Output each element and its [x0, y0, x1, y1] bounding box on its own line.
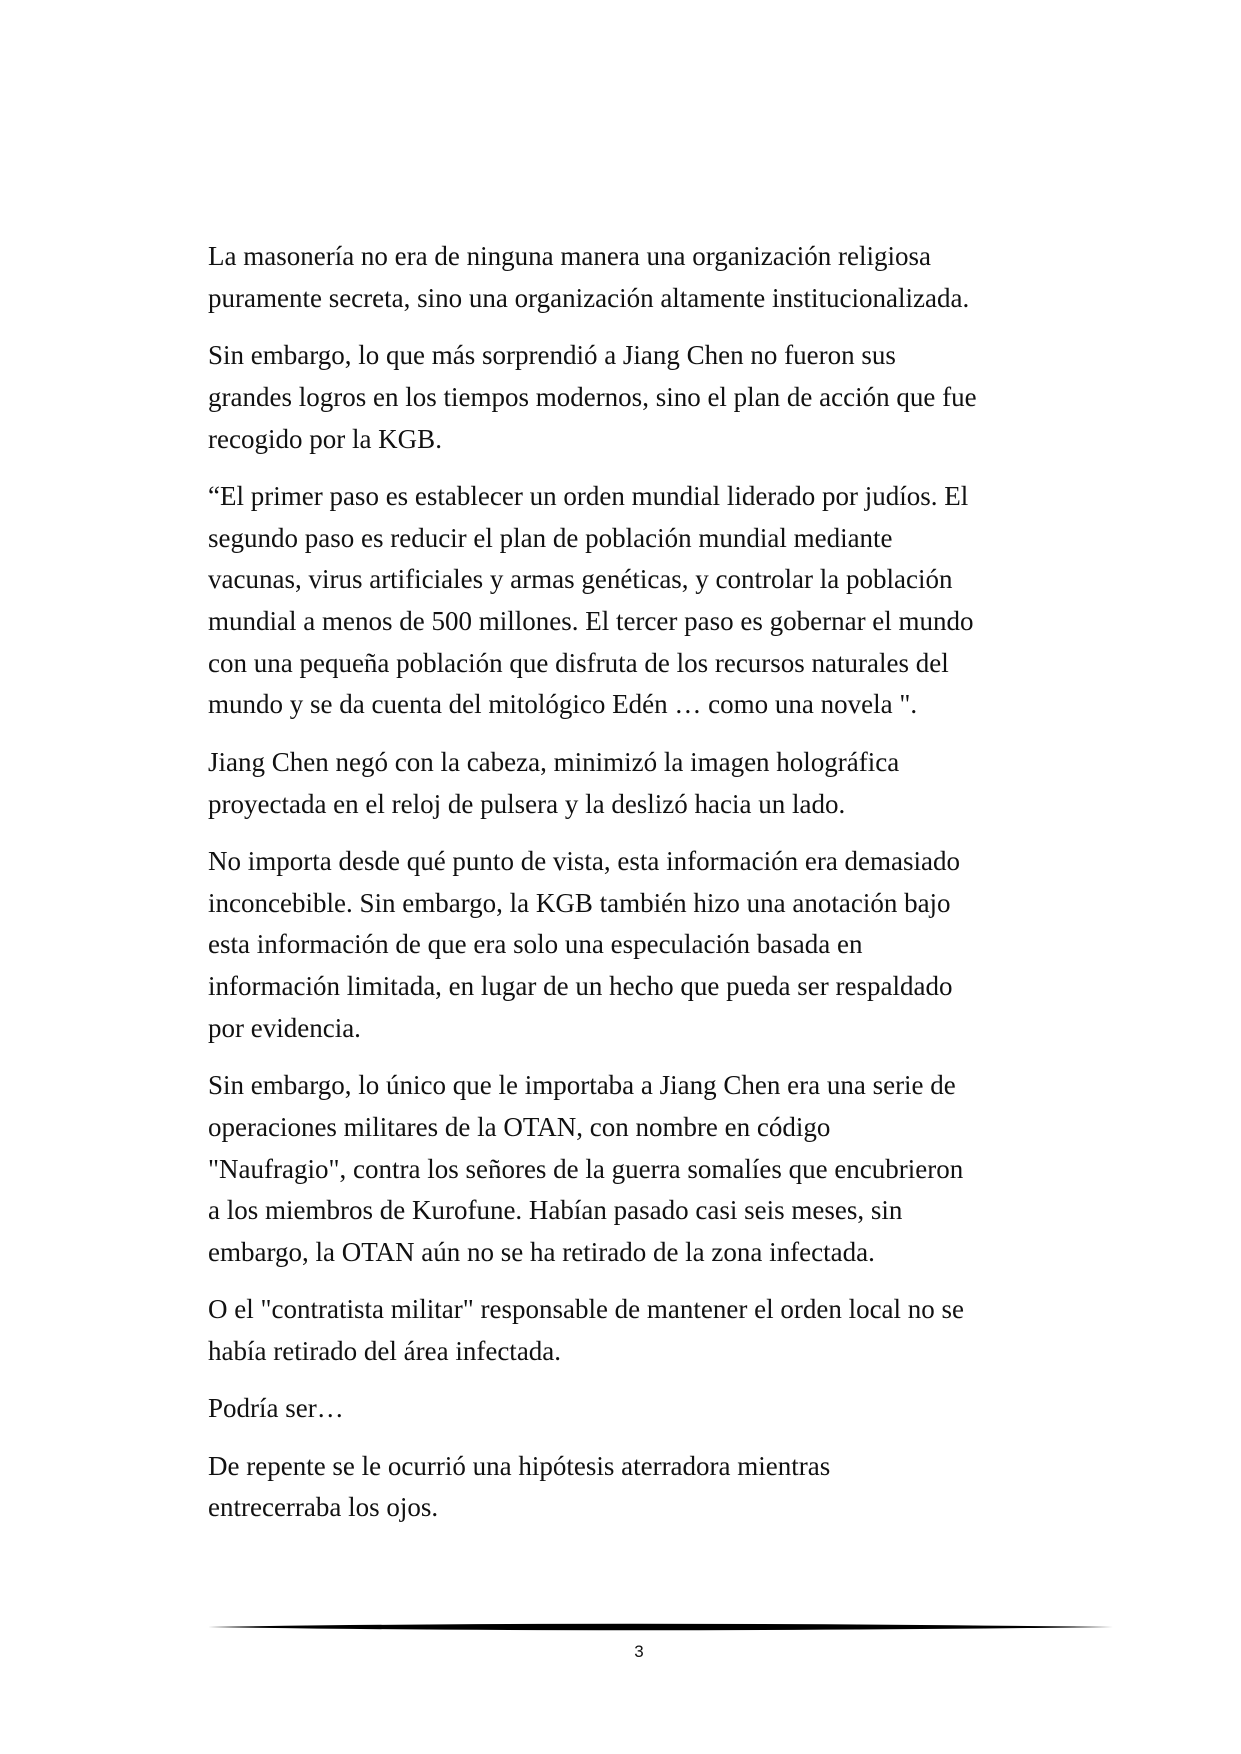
body-text: [208, 236, 1188, 1545]
paragraph: [208, 236, 1188, 319]
text-line: segundo paso es reducir el plan de población mundial mediante: [208, 522, 893, 553]
text-line: Podría ser…: [208, 1393, 344, 1424]
text-line: "Naufragio", contra los señores de la guerra somalíes que encubrieron: [208, 1153, 964, 1184]
paragraph: [208, 841, 1188, 1050]
text-line: Jiang Chen negó con la cabeza, minimizó la imagen holográfica: [208, 746, 900, 777]
text-line: “El primer paso es establecer un orden mundial liderado por judíos. El: [208, 480, 969, 511]
text-line: por evidencia.: [208, 1012, 361, 1043]
text-line: La masonería no era de ninguna manera una organización religiosa: [208, 241, 931, 271]
text-line: De repente se le ocurrió una hipótesis aterradora mientras: [208, 1450, 831, 1481]
text-line: puramente secreta, sino una organización altamente institucionalizada.: [208, 282, 970, 313]
text-line: proyectada en el reloj de pulsera y la deslizó hacia un lado.: [208, 788, 846, 819]
text-line: a los miembros de Kurofune. Habían pasado casi seis meses, sin: [208, 1195, 903, 1226]
text-line: mundial a menos de 500 millones. El tercer paso es gobernar el mundo: [208, 606, 974, 636]
text-line: inconcebible. Sin embargo, la KGB también hizo una anotación bajo: [208, 887, 951, 918]
text-line: Sin embargo, lo único que le importaba a Jiang Chen era una serie de: [208, 1070, 956, 1101]
text-line: vacunas, virus artificiales y armas genéticas, y controlar la población: [208, 564, 953, 595]
paragraph: [208, 742, 1188, 825]
paragraph: [208, 1446, 1188, 1529]
paragraph: [208, 1065, 1188, 1274]
text-line: Sin embargo, lo que más sorprendió a Jiang Chen no fueron sus: [208, 340, 896, 371]
text-line: había retirado del área infectada.: [208, 1336, 562, 1366]
paragraph: [208, 1388, 1188, 1430]
paragraph: [208, 335, 1188, 460]
text-line: embargo, la OTAN aún no se ha retirado de la zona infectada.: [208, 1236, 875, 1267]
paragraph: [208, 476, 1188, 726]
text-line: mundo y se da cuenta del mitológico Edén … como una novela ".: [208, 689, 918, 720]
text-line: operaciones militares de la OTAN, con nombre en código: [208, 1111, 831, 1142]
footer-swash-line: [208, 1624, 1113, 1631]
text-line: No importa desde qué punto de vista, esta información era demasiado: [208, 845, 961, 876]
text-line: con una pequeña población que disfruta de los recursos naturales del: [208, 647, 949, 678]
text-line: entrecerraba los ojos.: [208, 1492, 439, 1523]
text-line: información limitada, en lugar de un hecho que pueda ser respaldado: [208, 971, 953, 1001]
text-line: esta información de que era solo una especulación basada en: [208, 929, 863, 960]
text-line: O el "contratista militar" responsable de mantener el orden local no se: [208, 1294, 965, 1325]
text-line: recogido por la KGB.: [208, 423, 442, 454]
paragraph: [208, 1289, 1188, 1372]
page-number: 3: [634, 1642, 644, 1661]
text-line: grandes logros en los tiempos modernos, sino el plan de acción que fue: [208, 381, 977, 412]
